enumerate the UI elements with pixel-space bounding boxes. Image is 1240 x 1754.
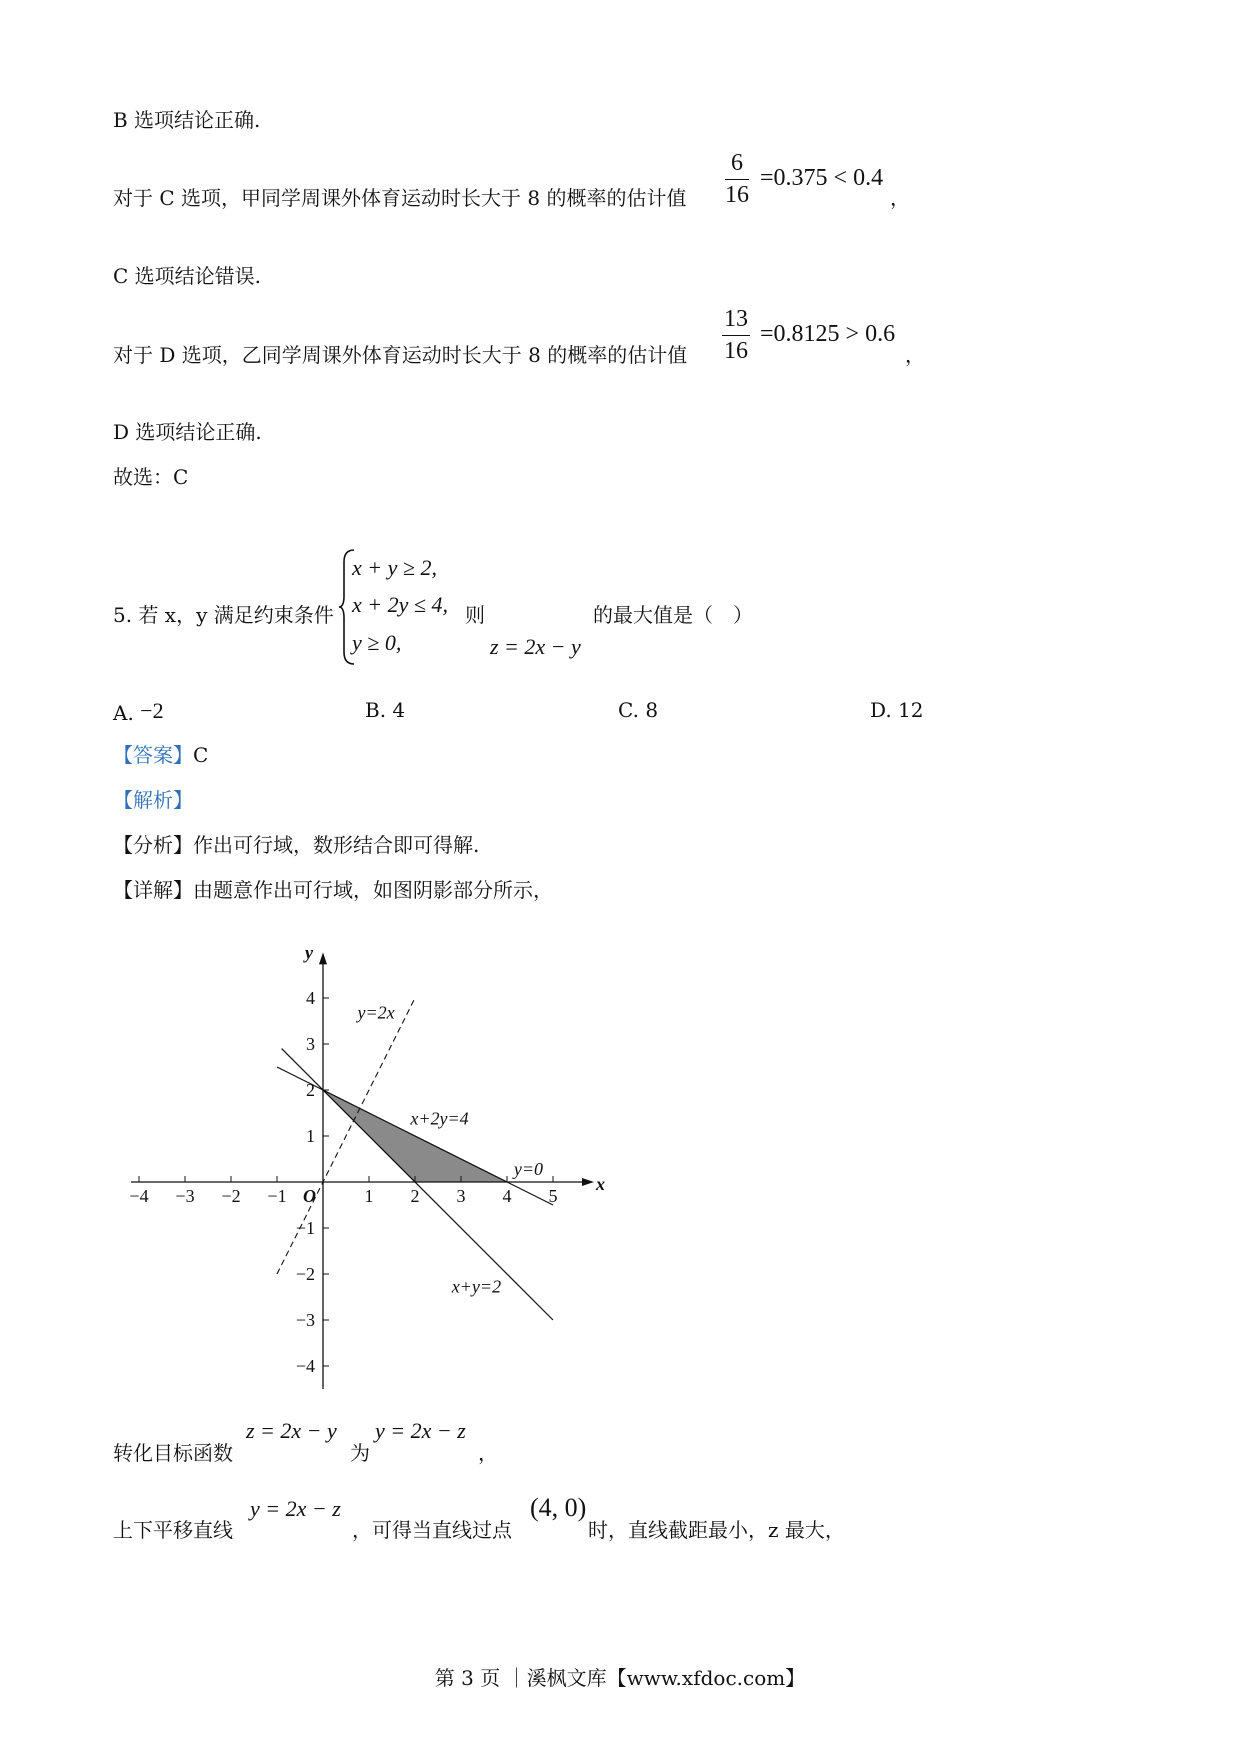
analysis-tag: 【解析】 [113, 788, 193, 812]
option-b[interactable] [365, 700, 405, 720]
y-tick-label: −2 [295, 1264, 315, 1284]
line-x-plus-2y-eq-4 [277, 1067, 553, 1205]
constraint-2: x + 2y ≤ 4, [352, 592, 448, 617]
y-tick-label: −3 [295, 1310, 315, 1330]
x-axis-label: x [596, 1174, 605, 1194]
x-tick-label: 2 [410, 1186, 420, 1206]
option-c[interactable] [618, 700, 658, 720]
xiangjie-text: 由题意作出可行域，如图阴影部分所示， [193, 878, 553, 902]
question-prefix: 5. 若 x，y 满足约束条件 [113, 603, 334, 627]
xiangjie-tag: 【详解】 [113, 878, 193, 902]
x-axis-arrow-icon [582, 1178, 594, 1186]
option-b-value: 4 [392, 698, 406, 722]
d-option-line [113, 345, 687, 365]
option-a[interactable] [113, 700, 164, 723]
option-d-label: D. [870, 698, 892, 722]
label-x-plus-2y-eq-4: x+2y=4 [410, 1108, 469, 1129]
constraint-1: x + y ≥ 2, [352, 555, 437, 580]
c-fraction [725, 150, 749, 209]
y-tick-label: 2 [306, 1080, 315, 1100]
x-tick-label: 4 [502, 1186, 512, 1206]
fenxi-text: 作出可行域，数形结合即可得解. [193, 833, 480, 857]
transform-mid: 为 [350, 1441, 370, 1465]
x-tick-label: −1 [267, 1186, 287, 1206]
d-comparison: =0.8125 > 0.6 [760, 321, 896, 347]
x-tick-label: 1 [364, 1186, 374, 1206]
choice-line: 故选：C [113, 465, 189, 489]
x-tick-label: −4 [129, 1186, 149, 1206]
feasible-region-graph [118, 942, 605, 1390]
y-tick-label: −4 [295, 1356, 315, 1376]
c-conclusion: C 选项结论错误. [113, 264, 262, 288]
origin-label: O [303, 1186, 316, 1206]
objective-expression: z = 2x − y [490, 634, 581, 659]
option-a-label: A. [113, 701, 134, 725]
question-suffix: 的最大值是（ ） [593, 603, 753, 627]
c-option-line [113, 188, 686, 208]
c-fraction-numerator: 6 [725, 150, 749, 180]
y-tick-label: 4 [306, 988, 315, 1008]
c-fraction-denominator: 16 [725, 182, 749, 208]
xiangjie-line [113, 880, 553, 900]
option-b-label: B. [365, 698, 387, 722]
label-y-eq-2x: y=2x [357, 1002, 395, 1023]
transform-comma: ， [478, 1441, 498, 1465]
fenxi-tag: 【分析】 [113, 833, 193, 857]
x-tick-label: 5 [548, 1186, 558, 1206]
answer-tag: 【答案】 [113, 743, 193, 767]
constraint-3: y ≥ 0, [352, 630, 402, 655]
shift-expr: y = 2x − z [250, 1496, 341, 1521]
label-y-eq-0: y=0 [513, 1159, 544, 1180]
b-conclusion: B 选项结论正确. [113, 108, 261, 132]
shift-mid: ，可得当直线过点 [352, 1518, 512, 1542]
option-d[interactable] [870, 700, 924, 720]
transform-prefix: 转化目标函数 [113, 1441, 233, 1465]
x-tick-label: 3 [456, 1186, 466, 1206]
shift-point: (4, 0) [530, 1493, 587, 1522]
answer-value: C [193, 743, 209, 767]
d-conclusion: D 选项结论正确. [113, 420, 262, 444]
y-axis-arrow-icon [319, 952, 327, 964]
shift-suffix: 时，直线截距最小，z 最大， [588, 1518, 845, 1542]
y-tick-label: 1 [306, 1126, 315, 1146]
shift-prefix: 上下平移直线 [113, 1518, 233, 1542]
y-tick-label: 3 [306, 1034, 315, 1054]
d-fraction-denominator: 16 [724, 338, 748, 364]
then-word: 则 [465, 603, 485, 627]
option-d-value: 12 [898, 698, 924, 722]
transform-expr-2: y = 2x − z [375, 1418, 466, 1443]
d-fraction [722, 306, 750, 365]
answer-line [113, 745, 208, 765]
d-comma: ， [905, 343, 925, 367]
d-fraction-numerator: 13 [722, 306, 750, 336]
option-c-value: 8 [645, 698, 659, 722]
page-footer: 第 3 页 ｜溪枫文库【www.xfdoc.com】 [434, 1666, 806, 1690]
d-option-text: 对于 D 选项，乙同学周课外体育运动时长大于 8 的概率的估计值 [113, 343, 688, 367]
y-tick-label: −1 [295, 1218, 315, 1238]
transform-expr-1: z = 2x − y [246, 1418, 337, 1443]
x-tick-label: −2 [221, 1186, 241, 1206]
label-x-plus-y-eq-2: x+y=2 [451, 1276, 502, 1297]
c-comparison: =0.375 < 0.4 [760, 165, 884, 191]
option-a-value: −2 [140, 698, 164, 723]
option-c-label: C. [618, 698, 639, 722]
c-comma: ， [890, 186, 910, 210]
fenxi-line [113, 835, 479, 855]
c-option-text: 对于 C 选项，甲同学周课外体育运动时长大于 8 的概率的估计值 [113, 186, 687, 210]
x-tick-label: −3 [175, 1186, 195, 1206]
y-axis-label: y [305, 942, 313, 963]
